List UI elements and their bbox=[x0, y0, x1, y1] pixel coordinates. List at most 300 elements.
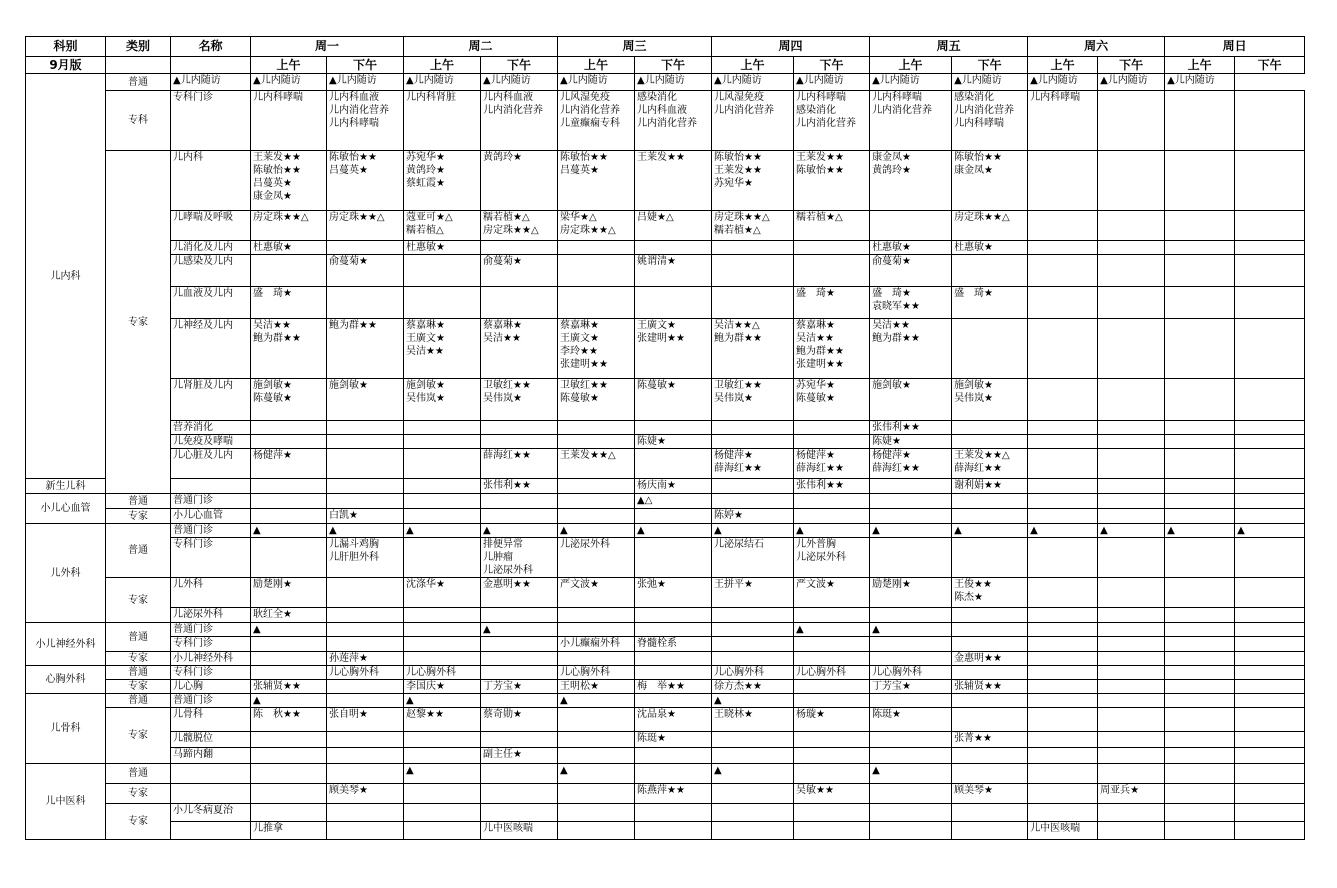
schedule-cell bbox=[1165, 637, 1235, 652]
schedule-cell bbox=[1235, 694, 1305, 708]
schedule-cell bbox=[404, 509, 481, 524]
cell-line: 儿内消化营养 bbox=[954, 105, 1015, 116]
schedule-cell bbox=[1165, 732, 1235, 748]
cell-line: ▲ bbox=[1030, 525, 1038, 536]
schedule-cell bbox=[251, 652, 327, 666]
schedule-cell bbox=[404, 74, 481, 91]
schedule-cell bbox=[1165, 211, 1235, 241]
schedule-cell bbox=[1165, 784, 1235, 804]
schedule-cell bbox=[558, 494, 635, 509]
schedule-cell bbox=[1028, 151, 1098, 211]
schedule-cell bbox=[1028, 652, 1098, 666]
schedule-table bbox=[25, 36, 1305, 840]
cell-line: 儿哮喘及呼吸 bbox=[173, 212, 233, 223]
schedule-cell bbox=[635, 608, 712, 623]
category-cell: 专家 bbox=[106, 578, 171, 623]
schedule-cell bbox=[1098, 509, 1165, 524]
schedule-cell bbox=[251, 287, 327, 319]
schedule-cell bbox=[481, 732, 558, 748]
cell-line: ▲ bbox=[1237, 525, 1245, 536]
cell-line: 排便异常 bbox=[483, 539, 524, 550]
schedule-cell bbox=[635, 509, 712, 524]
schedule-cell bbox=[1235, 666, 1305, 680]
am-label: 上午 bbox=[558, 57, 635, 74]
pm-label: 下午 bbox=[1098, 57, 1165, 74]
cell-line: ▲ bbox=[560, 765, 568, 776]
schedule-cell bbox=[404, 623, 481, 637]
schedule-cell bbox=[251, 421, 327, 435]
cell-line: ▲儿内随访 bbox=[872, 75, 920, 86]
schedule-cell bbox=[794, 479, 870, 494]
schedule-cell bbox=[558, 74, 635, 91]
schedule-cell bbox=[712, 708, 794, 732]
version-label: 9月版 bbox=[26, 57, 106, 74]
schedule-cell bbox=[558, 241, 635, 255]
schedule-cell bbox=[481, 680, 558, 694]
cell-line: 张建明★★ bbox=[560, 359, 608, 370]
cell-line: 儿消化及儿内 bbox=[173, 242, 233, 253]
clinic-name-cell bbox=[171, 494, 251, 509]
department-cell: 新生儿科 bbox=[26, 479, 106, 494]
schedule-cell bbox=[251, 494, 327, 509]
schedule-cell bbox=[1235, 680, 1305, 694]
schedule-cell bbox=[404, 255, 481, 287]
schedule-cell bbox=[327, 764, 404, 784]
schedule-cell bbox=[1098, 524, 1165, 538]
schedule-cell bbox=[870, 748, 952, 764]
schedule-cell bbox=[1098, 241, 1165, 255]
schedule-cell bbox=[481, 255, 558, 287]
schedule-cell bbox=[1165, 241, 1235, 255]
schedule-cell bbox=[251, 578, 327, 608]
schedule-row bbox=[26, 732, 1305, 748]
schedule-cell bbox=[1235, 538, 1305, 578]
cell-line: 吕婕★△ bbox=[637, 212, 674, 223]
cell-line: 励楚刚★ bbox=[253, 579, 292, 590]
cell-line: 吴洁★★ bbox=[872, 320, 910, 331]
cell-line: 黄鸽玲★ bbox=[483, 152, 522, 163]
schedule-cell bbox=[1028, 694, 1098, 708]
schedule-cell bbox=[952, 764, 1028, 784]
cell-line: 俞蔓菊★ bbox=[483, 256, 522, 267]
category-cell bbox=[106, 509, 171, 524]
schedule-cell bbox=[327, 804, 404, 822]
am-label: 上午 bbox=[712, 57, 794, 74]
schedule-cell bbox=[794, 608, 870, 623]
cell-line: 张自明★ bbox=[329, 709, 368, 720]
schedule-cell bbox=[481, 637, 558, 652]
schedule-cell bbox=[251, 211, 327, 241]
schedule-cell bbox=[1235, 421, 1305, 435]
schedule-cell bbox=[1098, 708, 1165, 732]
schedule-cell bbox=[1028, 637, 1098, 652]
clinic-name-cell bbox=[171, 479, 251, 494]
schedule-cell bbox=[1235, 509, 1305, 524]
schedule-cell bbox=[635, 708, 712, 732]
schedule-cell bbox=[635, 421, 712, 435]
schedule-cell bbox=[558, 784, 635, 804]
schedule-cell bbox=[870, 623, 952, 637]
schedule-cell bbox=[635, 379, 712, 421]
schedule-cell bbox=[1165, 255, 1235, 287]
schedule-cell bbox=[1165, 91, 1235, 151]
cell-line: 张建明★★ bbox=[796, 359, 844, 370]
cell-line: 王俊★★ bbox=[954, 579, 992, 590]
schedule-cell bbox=[558, 652, 635, 666]
schedule-cell bbox=[251, 319, 327, 379]
schedule-cell bbox=[558, 608, 635, 623]
schedule-cell bbox=[404, 784, 481, 804]
cell-line: ▲儿内随访 bbox=[714, 75, 762, 86]
schedule-cell bbox=[870, 74, 952, 91]
schedule-cell bbox=[327, 509, 404, 524]
cell-line: ▲儿内随访 bbox=[1030, 75, 1078, 86]
schedule-cell bbox=[558, 637, 635, 652]
cell-line: 儿心脏及儿内 bbox=[173, 450, 233, 461]
cell-line: 儿泌尿外科 bbox=[560, 539, 611, 550]
schedule-cell bbox=[712, 608, 794, 623]
pm-label: 下午 bbox=[952, 57, 1028, 74]
schedule-cell bbox=[1028, 421, 1098, 435]
schedule-cell bbox=[952, 732, 1028, 748]
cell-line: 张菁★★ bbox=[954, 733, 992, 744]
schedule-cell bbox=[558, 764, 635, 784]
schedule-cell bbox=[1028, 255, 1098, 287]
schedule-cell bbox=[251, 74, 327, 91]
schedule-cell bbox=[712, 421, 794, 435]
clinic-name-cell bbox=[171, 211, 251, 241]
schedule-cell bbox=[794, 494, 870, 509]
header-fri: 周五 bbox=[870, 37, 1028, 57]
schedule-cell bbox=[1098, 764, 1165, 784]
schedule-cell bbox=[952, 666, 1028, 680]
schedule-cell bbox=[952, 74, 1028, 91]
schedule-cell bbox=[794, 652, 870, 666]
schedule-cell bbox=[1235, 784, 1305, 804]
cell-line: 房定珠★★△ bbox=[253, 212, 309, 223]
schedule-cell bbox=[481, 74, 558, 91]
clinic-name-cell bbox=[171, 578, 251, 608]
schedule-row bbox=[26, 255, 1305, 287]
schedule-cell bbox=[635, 748, 712, 764]
cell-line: 薛海红★★ bbox=[714, 463, 762, 474]
schedule-row bbox=[26, 784, 1305, 804]
schedule-cell bbox=[1028, 287, 1098, 319]
category-cell: 专家 bbox=[106, 804, 171, 840]
schedule-cell bbox=[1098, 494, 1165, 509]
pm-label: 下午 bbox=[481, 57, 558, 74]
schedule-cell bbox=[635, 151, 712, 211]
cell-line: ▲ bbox=[637, 525, 645, 536]
cell-line: 陈杰★ bbox=[954, 592, 984, 603]
cell-line: 鲍为群★★ bbox=[329, 320, 377, 331]
schedule-cell bbox=[1098, 538, 1165, 578]
schedule-cell bbox=[1098, 623, 1165, 637]
schedule-cell bbox=[1028, 379, 1098, 421]
pm-label: 下午 bbox=[1235, 57, 1305, 74]
cell-line: 陈敏怡★★ bbox=[329, 152, 377, 163]
cell-line: 儿内科哮喘 bbox=[329, 118, 379, 129]
cell-line: 房定珠★★△ bbox=[954, 212, 1010, 223]
schedule-cell bbox=[327, 479, 404, 494]
schedule-cell bbox=[952, 748, 1028, 764]
cell-line: 吴伟岚★ bbox=[406, 393, 445, 404]
schedule-cell bbox=[635, 91, 712, 151]
schedule-cell bbox=[1098, 784, 1165, 804]
schedule-cell bbox=[1028, 211, 1098, 241]
schedule-cell bbox=[952, 435, 1028, 449]
cell-line: 鲍为群★★ bbox=[253, 333, 301, 344]
schedule-cell bbox=[712, 91, 794, 151]
cell-line: 杨健萍★ bbox=[253, 450, 292, 461]
schedule-cell bbox=[635, 623, 712, 637]
cell-line: 儿免疫及哮喘 bbox=[173, 436, 233, 447]
schedule-cell bbox=[952, 241, 1028, 255]
cell-line: 陈敏怡★★ bbox=[253, 165, 301, 176]
pm-label: 下午 bbox=[327, 57, 404, 74]
cell-line: 蔡嘉琳★ bbox=[483, 320, 522, 331]
cell-line: ▲ bbox=[560, 525, 568, 536]
schedule-cell bbox=[635, 764, 712, 784]
schedule-cell bbox=[870, 509, 952, 524]
cell-line: ▲ bbox=[483, 525, 491, 536]
cell-line: ▲ bbox=[1100, 525, 1108, 536]
cell-line: 严文波★ bbox=[560, 579, 599, 590]
cell-line: 张辅贤★★ bbox=[954, 681, 1002, 692]
schedule-cell bbox=[251, 435, 327, 449]
schedule-cell bbox=[1028, 319, 1098, 379]
schedule-cell bbox=[635, 694, 712, 708]
schedule-cell bbox=[1235, 524, 1305, 538]
cell-line: 专家 bbox=[128, 681, 148, 692]
schedule-cell bbox=[1098, 608, 1165, 623]
cell-line: 普通 bbox=[128, 695, 148, 706]
schedule-cell bbox=[558, 211, 635, 241]
schedule-cell bbox=[327, 578, 404, 608]
clinic-name-cell bbox=[171, 538, 251, 578]
schedule-cell bbox=[952, 524, 1028, 538]
schedule-cell bbox=[794, 694, 870, 708]
schedule-cell bbox=[712, 241, 794, 255]
category-cell: 普通 bbox=[106, 524, 171, 578]
cell-line: ▲儿内随访 bbox=[253, 75, 301, 86]
cell-line: 薛海红★★ bbox=[954, 463, 1002, 474]
schedule-cell bbox=[1165, 822, 1235, 840]
cell-line: ▲ bbox=[714, 525, 722, 536]
cell-line: 儿内科哮喘 bbox=[796, 92, 847, 103]
cell-line: 儿血液及儿内 bbox=[173, 288, 233, 299]
schedule-cell bbox=[558, 538, 635, 578]
cell-line: 吕蔓英★ bbox=[329, 165, 368, 176]
cell-line: 儿内消化营养 bbox=[560, 105, 621, 116]
cell-line: 杨健萍★ bbox=[796, 450, 836, 461]
clinic-name-cell bbox=[171, 623, 251, 637]
schedule-cell bbox=[870, 479, 952, 494]
schedule-cell bbox=[1028, 680, 1098, 694]
header-mon: 周一 bbox=[251, 37, 404, 57]
schedule-cell bbox=[794, 241, 870, 255]
cell-line: 陈婕★ bbox=[872, 436, 902, 447]
schedule-cell bbox=[635, 524, 712, 538]
cell-line: 吴洁★★ bbox=[483, 333, 521, 344]
schedule-row bbox=[26, 435, 1305, 449]
schedule-cell bbox=[1028, 804, 1098, 822]
schedule-cell bbox=[481, 509, 558, 524]
schedule-cell bbox=[558, 287, 635, 319]
schedule-cell bbox=[635, 241, 712, 255]
cell-line: 蔡嘉琳★ bbox=[560, 320, 599, 331]
schedule-cell bbox=[1098, 421, 1165, 435]
cell-line: 张伟利★★ bbox=[872, 422, 920, 433]
cell-line: 儿内科哮喘 bbox=[1030, 92, 1081, 103]
schedule-cell bbox=[1165, 151, 1235, 211]
schedule-cell bbox=[327, 524, 404, 538]
schedule-cell bbox=[794, 623, 870, 637]
schedule-cell bbox=[870, 287, 952, 319]
schedule-cell bbox=[251, 708, 327, 732]
cell-line: 儿中医咳喘 bbox=[483, 823, 534, 834]
cell-line: 儿肾脏及儿内 bbox=[173, 380, 233, 391]
cell-line: 儿心胸外科 bbox=[872, 667, 923, 678]
schedule-cell bbox=[558, 151, 635, 211]
schedule-cell bbox=[1098, 652, 1165, 666]
schedule-row bbox=[26, 524, 1305, 538]
schedule-cell bbox=[558, 449, 635, 479]
cell-line: 盛 琦★ bbox=[253, 288, 292, 299]
schedule-cell bbox=[1235, 319, 1305, 379]
am-label: 上午 bbox=[870, 57, 952, 74]
cell-line: 普通门诊 bbox=[173, 695, 213, 706]
schedule-cell bbox=[481, 764, 558, 784]
schedule-cell bbox=[481, 287, 558, 319]
schedule-cell bbox=[251, 524, 327, 538]
am-label: 上午 bbox=[251, 57, 327, 74]
cell-line: 儿内消化营养 bbox=[329, 105, 389, 116]
schedule-cell bbox=[1028, 241, 1098, 255]
schedule-cell bbox=[327, 211, 404, 241]
schedule-cell bbox=[794, 680, 870, 694]
schedule-cell bbox=[251, 91, 327, 151]
schedule-cell bbox=[404, 708, 481, 732]
schedule-cell bbox=[1235, 211, 1305, 241]
schedule-cell bbox=[712, 694, 794, 708]
schedule-row bbox=[26, 421, 1305, 435]
schedule-cell bbox=[558, 732, 635, 748]
cell-line: 谢利娟★★ bbox=[954, 480, 1002, 491]
schedule-cell bbox=[1235, 379, 1305, 421]
schedule-row bbox=[26, 449, 1305, 479]
cell-line: 丁芳宝★ bbox=[872, 681, 912, 692]
cell-line: 普通门诊 bbox=[173, 495, 213, 506]
schedule-cell bbox=[1028, 764, 1098, 784]
schedule-cell bbox=[1028, 74, 1098, 91]
clinic-name-cell bbox=[171, 708, 251, 732]
cell-line: 李国庆★ bbox=[406, 681, 445, 692]
cell-line: 顾美琴★ bbox=[329, 785, 368, 796]
schedule-cell bbox=[558, 379, 635, 421]
schedule-cell bbox=[794, 91, 870, 151]
cell-line: 儿推拿 bbox=[253, 823, 283, 834]
schedule-cell bbox=[1165, 804, 1235, 822]
schedule-cell bbox=[1235, 652, 1305, 666]
cell-line: 鲍为群★★ bbox=[714, 333, 762, 344]
cell-line: 鲍为群★★ bbox=[872, 333, 920, 344]
cell-line: 王莱发★★ bbox=[253, 152, 301, 163]
cell-line: 房定珠★★△ bbox=[560, 225, 616, 236]
schedule-cell bbox=[404, 680, 481, 694]
schedule-cell bbox=[1165, 666, 1235, 680]
cell-line: 黄鸽玲★ bbox=[872, 165, 912, 176]
cell-line: ▲ bbox=[954, 525, 962, 536]
schedule-cell bbox=[635, 255, 712, 287]
schedule-cell bbox=[712, 435, 794, 449]
schedule-cell bbox=[870, 449, 952, 479]
schedule-cell bbox=[1098, 479, 1165, 494]
clinic-name-cell bbox=[171, 680, 251, 694]
schedule-cell bbox=[1165, 680, 1235, 694]
cell-line: 吴洁★★ bbox=[253, 320, 291, 331]
schedule-cell bbox=[952, 623, 1028, 637]
cell-line: 严文波★ bbox=[796, 579, 836, 590]
schedule-cell bbox=[952, 822, 1028, 840]
cell-line: 杜惠敏★ bbox=[406, 242, 445, 253]
schedule-cell bbox=[952, 379, 1028, 421]
schedule-cell bbox=[794, 538, 870, 578]
schedule-cell bbox=[251, 822, 327, 840]
schedule-cell bbox=[712, 211, 794, 241]
schedule-cell bbox=[1098, 91, 1165, 151]
clinic-name-cell bbox=[171, 764, 251, 784]
header-dept: 科别 bbox=[26, 37, 106, 57]
schedule-cell bbox=[952, 449, 1028, 479]
schedule-cell bbox=[870, 379, 952, 421]
schedule-cell bbox=[327, 241, 404, 255]
schedule-cell bbox=[794, 524, 870, 538]
cell-line: 儿内消化营养 bbox=[796, 118, 857, 129]
schedule-cell bbox=[952, 494, 1028, 509]
category-cell bbox=[106, 784, 171, 804]
schedule-cell bbox=[712, 449, 794, 479]
cell-line: 沈涤华★ bbox=[406, 579, 445, 590]
schedule-cell bbox=[952, 680, 1028, 694]
cell-line: 小儿冬病夏治 bbox=[173, 805, 233, 816]
schedule-cell bbox=[794, 319, 870, 379]
schedule-cell bbox=[1235, 623, 1305, 637]
cell-line: 儿心胸外科 bbox=[796, 667, 847, 678]
schedule-cell bbox=[635, 578, 712, 608]
schedule-cell bbox=[1235, 822, 1305, 840]
schedule-cell bbox=[481, 804, 558, 822]
schedule-row bbox=[26, 538, 1305, 578]
cell-line: 王廣文★ bbox=[637, 320, 676, 331]
schedule-row bbox=[26, 91, 1305, 151]
schedule-cell bbox=[1098, 151, 1165, 211]
schedule-cell bbox=[712, 652, 794, 666]
am-label: 上午 bbox=[1028, 57, 1098, 74]
header-row-halfday bbox=[26, 57, 1305, 74]
cell-line: 儿风湿免疫 bbox=[714, 92, 765, 103]
schedule-cell bbox=[1098, 449, 1165, 479]
schedule-cell bbox=[404, 538, 481, 578]
schedule-cell bbox=[404, 435, 481, 449]
cell-line: 糯若植★△ bbox=[714, 225, 761, 236]
schedule-cell bbox=[635, 319, 712, 379]
cell-line: 陈蔓敏★ bbox=[796, 393, 836, 404]
cell-line: 儿泌尿结石 bbox=[714, 539, 765, 550]
schedule-cell bbox=[1028, 784, 1098, 804]
schedule-cell bbox=[481, 652, 558, 666]
schedule-cell bbox=[1098, 287, 1165, 319]
